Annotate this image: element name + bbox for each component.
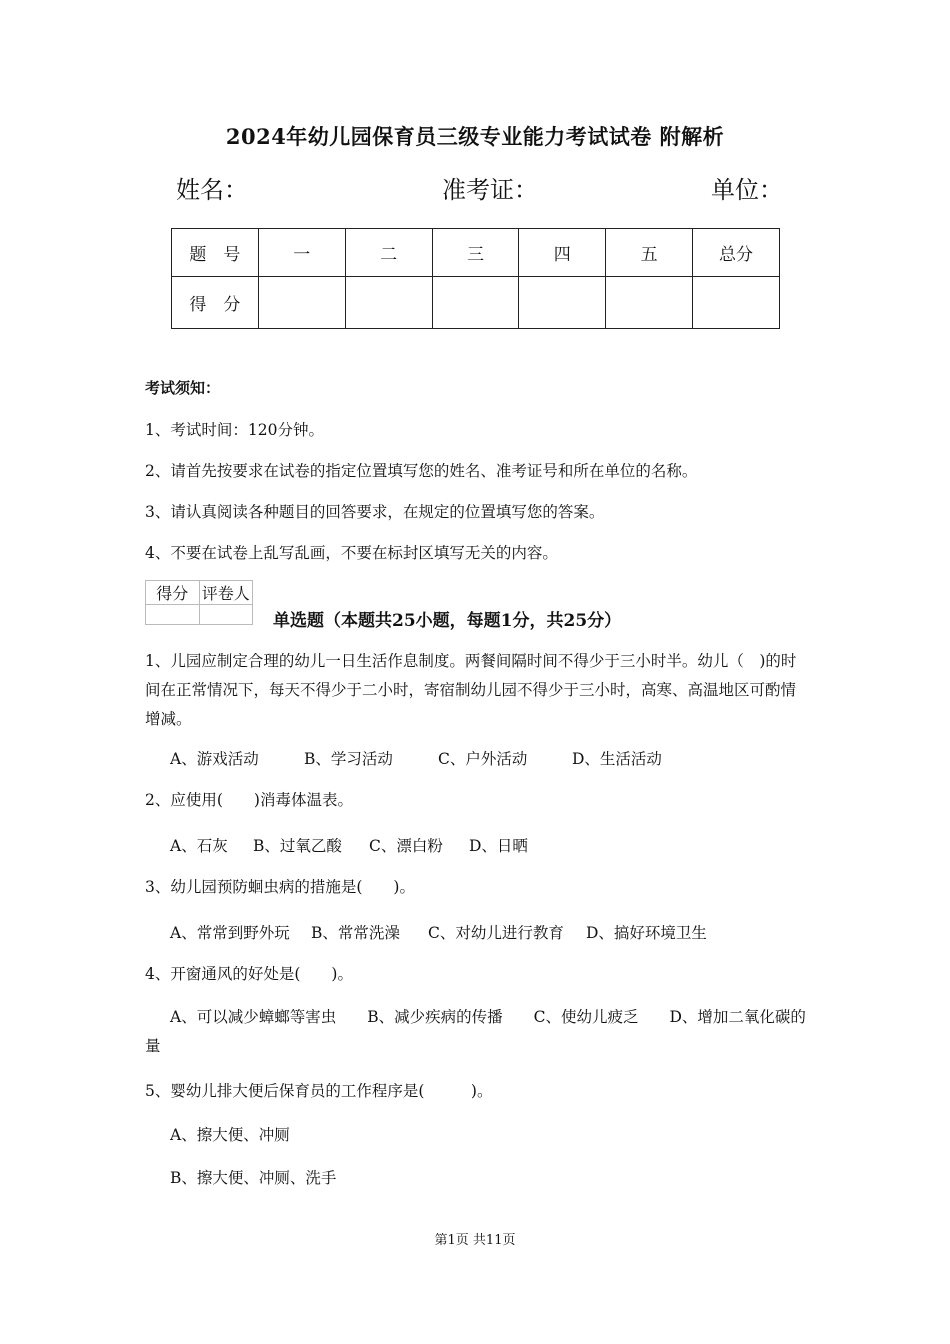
score-header-cell: 一 xyxy=(258,229,345,277)
question-3: 3、幼儿园预防蛔虫病的措施是( )。 xyxy=(145,878,415,896)
section-heading: 单选题（本题共25小题，每题1分，共25分） xyxy=(273,611,622,631)
grader-score-cell[interactable] xyxy=(146,605,200,625)
option[interactable]: D、生活活动 xyxy=(572,750,662,768)
option[interactable]: C、户外活动 xyxy=(438,750,528,768)
score-row-label: 得 分 xyxy=(172,277,259,329)
score-cell[interactable] xyxy=(432,277,519,329)
option[interactable]: B、过氧乙酸 xyxy=(253,837,342,855)
option[interactable]: A、游戏活动 xyxy=(170,750,259,768)
score-header-label: 题 号 xyxy=(172,229,259,277)
score-table-header-row xyxy=(172,229,780,277)
score-cell[interactable] xyxy=(693,277,780,329)
question-4: 4、开窗通风的好处是( )。 xyxy=(145,965,353,983)
option[interactable]: C、对幼儿进行教育 xyxy=(428,924,564,942)
page-footer: 第1页 共11页 xyxy=(434,1233,516,1248)
question-4-options: A、可以减少蟑螂等害虫 B、减少疾病的传播 C、使幼儿疲乏 D、增加二氧化碳的量 xyxy=(145,1008,806,1055)
question-5-option[interactable]: A、擦大便、冲厕 xyxy=(170,1126,290,1144)
notice-item: 3、请认真阅读各种题目的回答要求，在规定的位置填写您的答案。 xyxy=(145,503,605,521)
score-header-cell: 五 xyxy=(606,229,693,277)
question-1-options xyxy=(170,747,662,769)
name-field-label: 姓名： xyxy=(176,176,248,204)
option[interactable]: D、搞好环境卫生 xyxy=(586,924,707,942)
grader-score-label: 得分 xyxy=(146,581,200,605)
notice-item: 2、请首先按要求在试卷的指定位置填写您的姓名、准考证号和所在单位的名称。 xyxy=(145,462,698,480)
exam-id-field-label: 准考证： xyxy=(442,176,538,204)
option[interactable]: D、日晒 xyxy=(469,837,528,855)
score-cell[interactable] xyxy=(258,277,345,329)
notice-title: 考试须知： xyxy=(145,379,221,397)
score-header-cell: 四 xyxy=(519,229,606,277)
option[interactable]: C、漂白粉 xyxy=(369,837,443,855)
question-5-option[interactable]: B、擦大便、冲厕、洗手 xyxy=(170,1169,337,1187)
grader-table xyxy=(145,580,253,625)
score-cell[interactable] xyxy=(606,277,693,329)
score-header-cell: 总分 xyxy=(693,229,780,277)
grader-name-label: 评卷人 xyxy=(199,581,253,605)
score-header-cell: 二 xyxy=(345,229,432,277)
question-1: 1、儿园应制定合理的幼儿一日生活作息制度。两餐间隔时间不得少于三小时半。幼儿（ )的时间在正常情况下，每天不得少于二小时，寄宿制幼儿园不得少于三小时，高寒、高温地区可酌情增减。 xyxy=(145,652,797,728)
grader-name-cell[interactable] xyxy=(199,605,253,625)
document-title: 2024年幼儿园保育员三级专业能力考试试卷 附解析 xyxy=(225,124,725,149)
notice-item: 4、不要在试卷上乱写乱画，不要在标封区填写无关的内容。 xyxy=(145,544,558,562)
score-cell[interactable] xyxy=(345,277,432,329)
unit-field-label: 单位： xyxy=(711,176,783,204)
notice-item: 1、考试时间：120分钟。 xyxy=(145,421,324,439)
option[interactable]: B、常常洗澡 xyxy=(311,924,400,942)
score-header-cell: 三 xyxy=(432,229,519,277)
question-2: 2、应使用( )消毒体温表。 xyxy=(145,791,353,809)
option[interactable]: A、常常到野外玩 xyxy=(170,924,290,942)
score-table-score-row xyxy=(172,277,780,329)
option[interactable]: B、学习活动 xyxy=(304,750,393,768)
question-3-options xyxy=(170,921,707,943)
question-5: 5、婴幼儿排大便后保育员的工作程序是( )。 xyxy=(145,1082,493,1100)
question-2-options xyxy=(170,834,528,856)
score-cell[interactable] xyxy=(519,277,606,329)
score-table xyxy=(171,228,780,329)
option[interactable]: A、石灰 xyxy=(170,837,228,855)
